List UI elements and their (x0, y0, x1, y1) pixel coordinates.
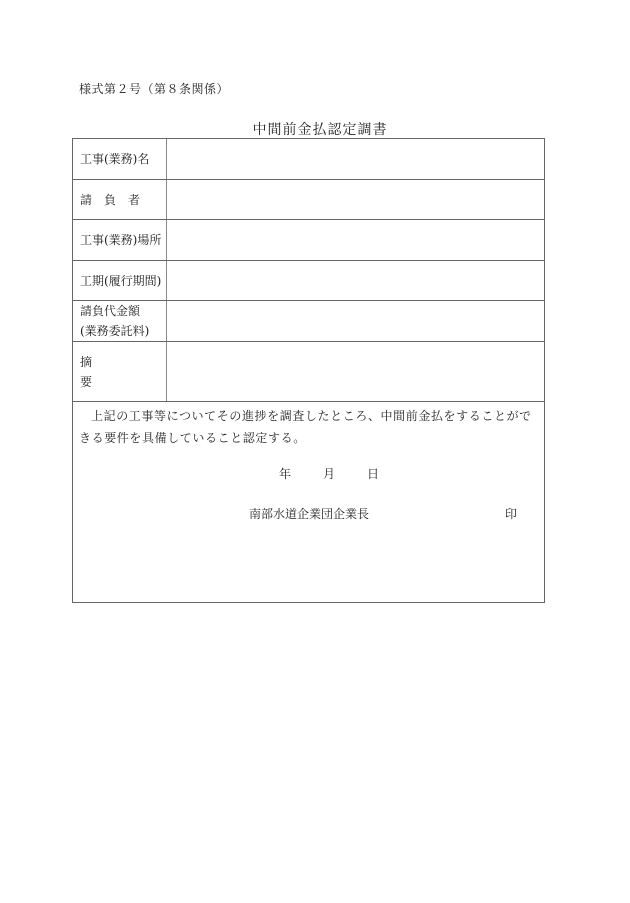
row-project-name (73, 139, 544, 180)
row-period (73, 261, 544, 301)
month-label: 月 (323, 467, 336, 481)
year-label: 年 (279, 467, 292, 481)
certification-section (73, 402, 544, 602)
field-period[interactable] (167, 261, 544, 300)
certification-text: 上記の工事等についてその進捗を調査したところ、中間前金払をすることができる要件を具備していること認定する。 (79, 409, 532, 445)
label-remarks: 摘要 (73, 342, 167, 401)
row-contract-amount (73, 301, 544, 342)
day-label: 日 (367, 467, 380, 481)
field-contract-amount[interactable] (167, 301, 544, 341)
field-remarks[interactable] (167, 342, 544, 401)
label-contract-amount (73, 301, 167, 341)
label-contractor: 請負者 (73, 180, 167, 219)
label-contract-amount-line2: (業務委託料) (80, 324, 150, 338)
row-project-location (73, 220, 544, 261)
seal-mark: 印 (505, 507, 518, 521)
label-period: 工期(履行期間) (73, 261, 167, 300)
row-remarks (73, 342, 544, 402)
row-contractor (73, 180, 544, 220)
date-line (279, 465, 379, 482)
label-project-location: 工事(業務)場所 (73, 220, 167, 260)
form-number: 様式第２号（第８条関係） (79, 82, 230, 96)
field-project-location[interactable] (167, 220, 544, 260)
label-project-name: 工事(業務)名 (73, 139, 167, 179)
label-contract-amount-line1: 請負代金額 (80, 304, 141, 318)
document-title: 中間前金払認定調書 (252, 122, 388, 138)
signer-title: 南部水道企業団企業長 (249, 507, 370, 521)
field-project-name[interactable] (167, 139, 544, 179)
field-contractor[interactable] (167, 180, 544, 219)
form-table (72, 138, 545, 603)
